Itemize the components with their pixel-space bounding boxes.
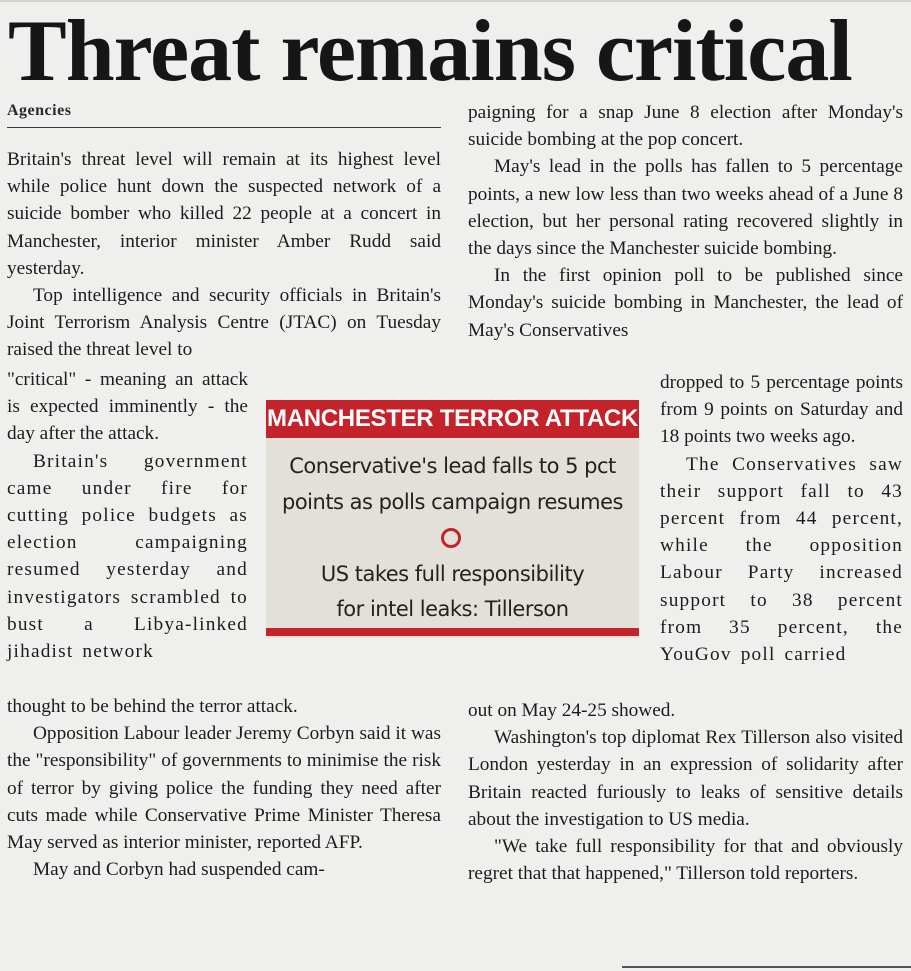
paragraph: paigning for a snap June 8 election after Monday's suicide bombing at the pop concert. — [468, 102, 903, 151]
paragraph: Opposition Labour leader Jeremy Corbyn said it was the "responsibility" of governments to minimise the risk of terror by giving police the funding they need after cuts made while Conservative Prime Minister Theresa May served as interior minister, reported AFP. — [7, 723, 441, 854]
related-stories-panel — [266, 400, 639, 638]
related-story-2-line-2: for intel leaks: Tillerson — [336, 597, 569, 621]
paragraph: "critical" - meaning an attack is expected imminently - the day after the attack. — [7, 369, 248, 445]
column-2-bottom — [468, 697, 903, 887]
paragraph: May's lead in the polls has fallen to 5 percentage points, a new low less than two weeks ahead of a June 8 election, but her personal rating recovered slightly in the days since the Manchester suicide bombing. — [468, 156, 903, 260]
paragraph: The Conservatives saw their support fall to 43 percent from 44 percent, while the opposition Labour Party increased support to 38 percent from 35 percent, the YouGov poll carried — [660, 453, 903, 666]
paragraph: Washington's top diplomat Rex Tillerson also visited London yesterday in an expression of solidarity after Britain reacted furiously to leaks of sensitive details about the investigation to US media. — [468, 727, 903, 830]
column-2-top — [468, 99, 903, 344]
paragraph: thought to be behind the terror attack. — [7, 696, 298, 717]
paragraph: Britain's government came under fire for cutting police budgets as election campaigning resumed yesterday and investigators scrambled to bust a Libya-linked jihadist network — [7, 450, 248, 663]
byline-rule — [7, 127, 441, 128]
paragraph: out on May 24-25 showed. — [468, 700, 676, 721]
byline: Agencies — [7, 102, 72, 119]
footer-rule — [622, 966, 911, 968]
top-rule — [0, 0, 911, 2]
paragraph: "We take full responsibility for that and obviously regret that that happened," Tillerson told reporters. — [468, 836, 903, 885]
related-story-1-line-1: Conservative's lead falls to 5 pct — [289, 454, 616, 478]
column-2-wrap — [660, 369, 903, 668]
column-1-top — [7, 146, 441, 364]
separator-ring-icon — [441, 528, 461, 548]
column-1-wrap — [7, 366, 248, 665]
paragraph: dropped to 5 percentage points from 9 points on Saturday and 18 points two weeks ago. — [660, 372, 903, 448]
panel-bottom-bar — [266, 628, 639, 636]
paragraph: May and Corbyn had suspended cam- — [33, 859, 325, 881]
headline: Threat remains critical — [8, 3, 852, 100]
panel-kicker: MANCHESTER TERROR ATTACK — [266, 400, 639, 438]
related-story-1-line-2: points as polls campaign resumes — [282, 490, 623, 514]
paragraph: Top intelligence and security officials in Britain's Joint Terrorism Analysis Centre (JTAC) on Tuesday raised the threat level to — [7, 285, 441, 361]
paragraph: In the first opinion poll to be published since Monday's suicide bombing in Manchester, the lead of May's Conservatives — [468, 265, 903, 341]
column-1-bottom — [7, 693, 441, 883]
paragraph: Britain's threat level will remain at its highest level while police hunt down the suspected network of a suicide bomber who killed 22 people at a concert in Manchester, interior minister Amber Rudd said yesterday. — [7, 149, 441, 279]
related-story-2-line-1: US takes full responsibility — [320, 562, 585, 586]
